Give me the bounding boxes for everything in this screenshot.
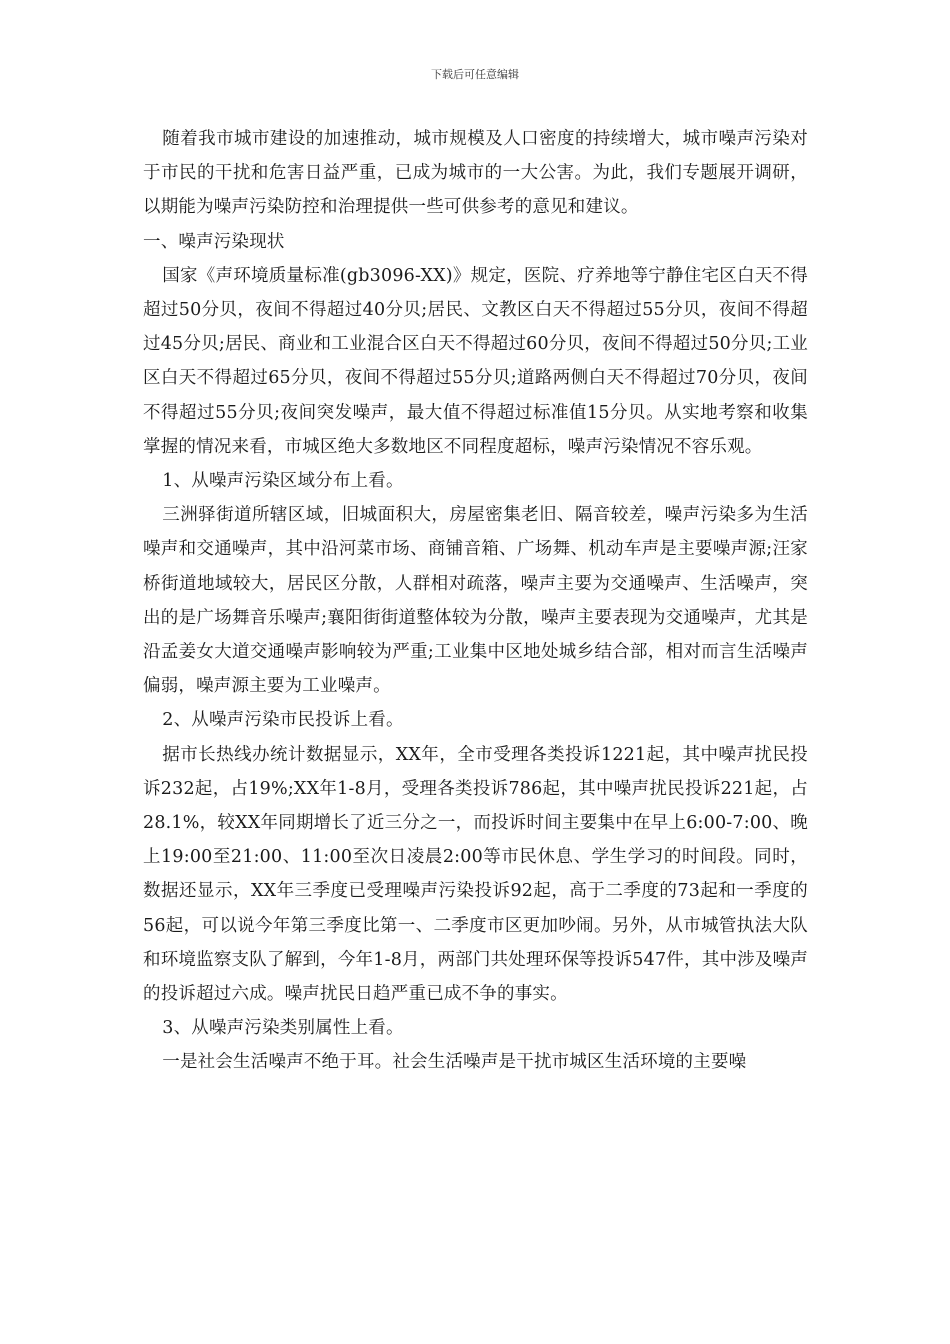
section-heading-1: 一、噪声污染现状: [143, 231, 285, 252]
intro-paragraph: 随着我市城市建设的加速推动，城市规模及人口密度的持续增大，城市噪声污染对于市民的干扰和危害日益严重，已成为城市的一大公害。为此，我们专题展开调研，以期能为噪声污染防控和治理提供一些可供参考的意见和建议。: [143, 129, 808, 218]
document-body: [143, 122, 808, 1080]
subheading-1: 1、从噪声污染区域分布上看。: [162, 471, 404, 492]
standards-paragraph: 国家《声环境质量标准(gb3096-XX)》规定，医院、疗养地等宁静住宅区白天不得超过50分贝，夜间不得超过40分贝;居民、文教区白天不得超过55分贝，夜间不得超过45分贝;居民、商业和工业混合区白天不得超过60分贝，夜间不得超过50分贝;工业区白天不得超过65分贝，夜间不得超过55分贝;道路两侧白天不得超过70分贝，夜间不得超过55分贝;夜间突发噪声，最大值不得超过标准值15分贝。从实地考察和收集掌握的情况来看，市城区绝大多数地区不同程度超标，噪声污染情况不容乐观。: [143, 265, 808, 457]
subheading-3: 3、从噪声污染类别属性上看。: [162, 1018, 404, 1039]
social-noise-paragraph: 一是社会生活噪声不绝于耳。社会生活噪声是干扰市城区生活环境的主要噪: [162, 1052, 747, 1073]
page-header-note: 下载后可任意编辑: [431, 68, 519, 81]
regional-distribution-paragraph: 三洲驿街道所辖区域，旧城面积大，房屋密集老旧、隔音较差，噪声污染多为生活噪声和交通噪声，其中沿河菜市场、商铺音箱、广场舞、机动车声是主要噪声源;汪家桥街道地域较大，居民区分散，人群相对疏落，噪声主要为交通噪声、生活噪声，突出的是广场舞音乐噪声;襄阳街街道整体较为分散，噪声主要表现为交通噪声，尤其是沿孟姜女大道交通噪声影响较为严重;工业集中区地处城乡结合部，相对而言生活噪声偏弱，噪声源主要为工业噪声。: [143, 505, 808, 697]
complaints-paragraph: 据市长热线办统计数据显示，XX年，全市受理各类投诉1221起，其中噪声扰民投诉232起，占19%;XX年1-8月，受理各类投诉786起，其中噪声扰民投诉221起，占28.1%，较XX年同期增长了近三分之一，而投诉时间主要集中在早上6:00-7:00、晚上19:00至21:00、11:00至次日凌晨2:00等市民休息、学生学习的时间段。同时，数据还显示，XX年三季度已受理噪声污染投诉92起，高于二季度的73起和一季度的56起，可以说今年第三季度比第一、二季度市区更加吵闹。另外，从市城管执法大队和环境监察支队了解到，今年1-8月，两部门共处理环保等投诉547件，其中涉及噪声的投诉超过六成。噪声扰民日趋严重已成不争的事实。: [143, 744, 808, 1005]
subheading-2: 2、从噪声污染市民投诉上看。: [162, 710, 404, 731]
